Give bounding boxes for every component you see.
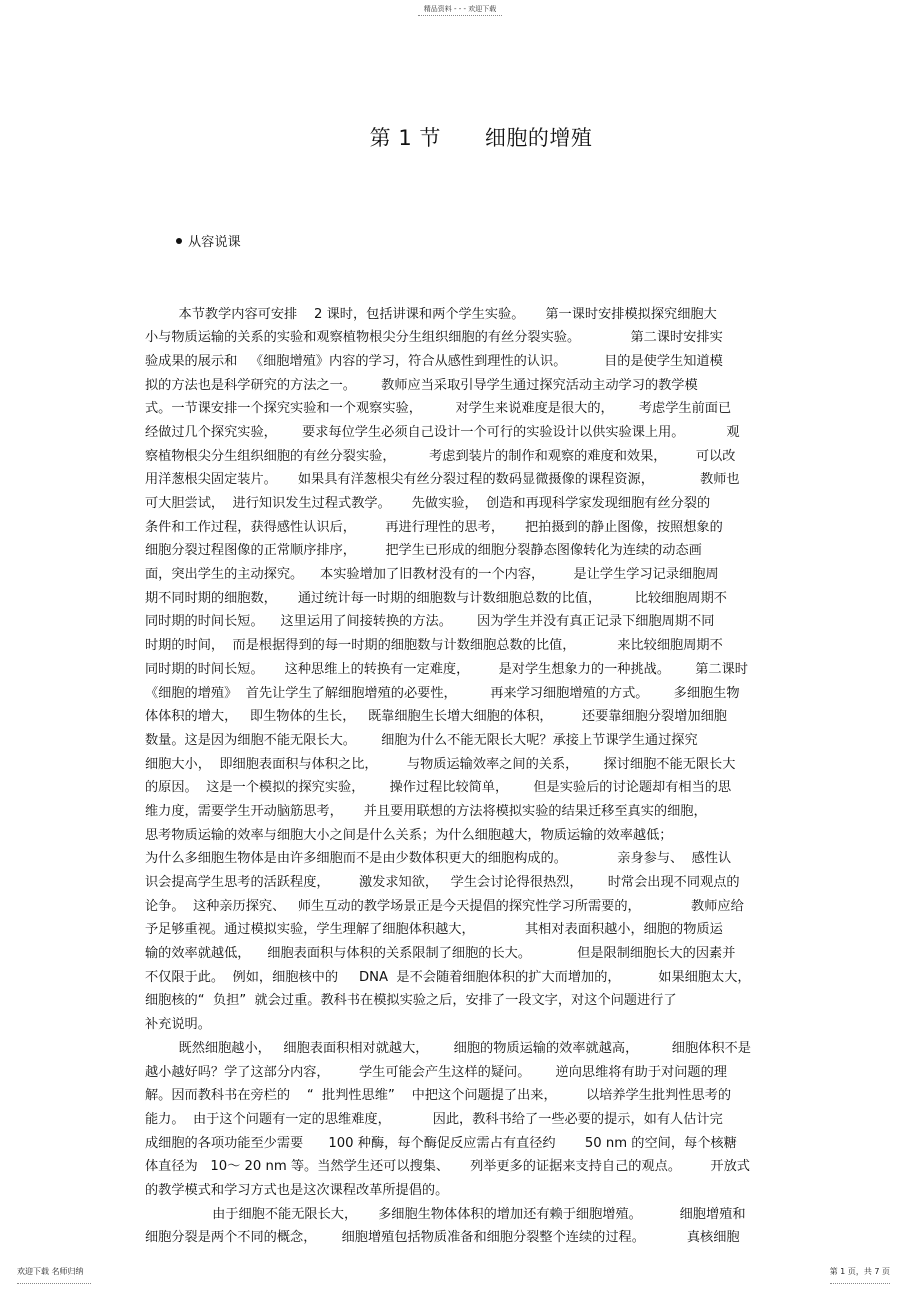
text-line: 不仅限于此。 例如，细胞核中的 DNA 是不会随着细胞体积的扩大而增加的， 如果细胞太大，	[145, 969, 751, 985]
text-line: 可大胆尝试， 进行知识发生过程式教学。 先做实验， 创造和再现科学家发现细胞有丝分裂的	[145, 496, 711, 511]
text-line: 条件和工作过程，获得感性认识后， 再进行理性的思考， 把拍摄到的静止图像，按照想象的	[145, 519, 723, 535]
text-line: 维力度，需要学生开动脑筋思考， 并且要用联想的方法将模拟实验的结果迁移至真实的细胞，	[145, 803, 707, 819]
text-line: 察植物根尖分生组织细胞的有丝分裂实验， 考虑到装片的制作和观察的难度和效果， 可以改	[145, 448, 736, 464]
page-title	[0, 122, 920, 152]
text-line: 的教学模式和学习方式也是这次课程改革所提倡的。	[145, 1182, 449, 1198]
text-line: 《细胞的增殖》 首先让学生了解细胞增殖的必要性， 再来学习细胞增殖的方式。 多细胞生物	[145, 685, 740, 701]
text-line: 思考物质运输的效率与细胞大小之间是什么关系；为什么细胞越大，物质运输的效率越低；	[145, 827, 673, 843]
text-line: 能力。 由于这个问题有一定的思维难度， 因此，教科书给了一些必要的提示，如有人估计完	[145, 1111, 723, 1127]
text-line: 体直径为 10～ 20 nm 等。当然学生还可以搜集、 列举更多的证据来支持自己的观点。 开放式	[145, 1159, 750, 1175]
text-line: 识会提高学生思考的活跃程度， 激发求知欲， 学生会讨论得很热烈， 时常会出现不同观点的	[145, 875, 740, 890]
text-line: 成细胞的各项功能至少需要 100 种酶，每个酶促反应需占有直径约 50 nm 的空间，每个核糖	[145, 1135, 737, 1151]
text-line: 既然细胞越小， 细胞表面积相对就越大， 细胞的物质运输的效率就越高， 细胞体积不是	[145, 1040, 751, 1056]
text-line: 经做过几个探究实验， 要求每位学生必须自己设计一个可行的实验设计以供实验课上用。 观	[145, 424, 740, 440]
page-header-note: 精品资料 - - - 欢迎下载	[423, 5, 497, 13]
text-line: 验成果的展示和 《细胞增殖》内容的学习，符合从感性到理性的认识。 目的是使学生知道模	[145, 353, 723, 369]
footer-left-text: 欢迎下载 名师归纳	[17, 1267, 84, 1276]
text-line: 期不同时期的细胞数， 通过统计每一时期的细胞数与计数细胞总数的比值， 比较细胞周期不	[145, 590, 727, 606]
text-line: 时期的时间， 而是根据得到的每一时期的细胞数与计数细胞总数的比值， 来比较细胞周期不	[145, 638, 723, 654]
text-line: 同时期的时间长短。 这里运用了间接转换的方法。 因为学生并没有真正记录下细胞周期不同	[145, 614, 715, 630]
text-line: 补充说明。	[145, 1017, 211, 1033]
text-line: 细胞分裂过程图像的正常顺序排序， 把学生已形成的细胞分裂静态图像转化为连续的动态画	[145, 543, 702, 559]
footer-page-number: 第 1 页，共 7 页	[829, 1267, 890, 1276]
text-line: 拟的方法也是科学研究的方法之一。 教师应当采取引导学生通过探究活动主动学习的教学模	[145, 377, 698, 393]
text-line: 细胞分裂是两个不同的概念， 细胞增殖包括物质准备和细胞分裂整个连续的过程。 真核细胞	[145, 1230, 740, 1246]
text-line: 解。因而教科书在旁栏的 “ 批判性思维” 中把这个问题提了出来， 以培养学生批判性思考的	[145, 1088, 732, 1104]
text-line: 予足够重视。通过模拟实验，学生理解了细胞体积越大， 其相对表面积越小，细胞的物质运	[145, 922, 723, 938]
section-bullet	[145, 231, 785, 255]
footer-left-dotted-rule	[17, 1283, 91, 1284]
text-line: 面，突出学生的主动探究。 本实验增加了旧教材没有的一个内容， 是让学生学习记录细胞周	[145, 567, 719, 583]
title-name: 细胞的增殖	[484, 126, 593, 150]
section-label: 从容说课	[188, 235, 241, 251]
text-line: 本节教学内容可安排 2 课时，包括讲课和两个学生实验。 第一课时安排模拟探究细胞大	[145, 306, 717, 322]
text-line: 的原因。 这是一个模拟的探究实验， 操作过程比较简单， 但是实验后的讨论题却有相当的思	[145, 780, 732, 796]
text-line: 同时期的时间长短。 这种思维上的转换有一定难度， 是对学生想象力的一种挑战。 第二课时	[145, 661, 748, 677]
bullet-dot-icon	[176, 238, 182, 244]
footer-right-dotted-rule	[830, 1283, 890, 1284]
text-line: 输的效率就越低， 细胞表面积与体积的关系限制了细胞的长大。 但是限制细胞长大的因素并	[145, 946, 736, 962]
header-dotted-rule	[418, 15, 502, 16]
text-line: 细胞核的“ 负担” 就会过重。教科书在模拟实验之后，安排了一段文字，对这个问题进行了	[145, 993, 677, 1009]
text-line: 用洋葱根尖固定装片。 如果具有洋葱根尖有丝分裂过程的数码显微摄像的课程资源， 教师也	[145, 472, 740, 488]
text-line: 体体积的增大， 即生物体的生长， 既靠细胞生长增大细胞的体积， 还要靠细胞分裂增加细胞	[145, 709, 727, 725]
text-line: 数量。这是因为细胞不能无限长大。 细胞为什么不能无限长大呢？承接上节课学生通过探究	[145, 732, 698, 748]
title-chapter: 第 1 节	[369, 126, 441, 150]
text-line: 为什么多细胞生物体是由许多细胞而不是由少数体积更大的细胞构成的。 亲身参与、 感性认	[145, 851, 732, 867]
text-line: 越小越好吗？学了这部分内容， 学生可能会产生这样的疑问。 逆向思维将有助于对问题的理	[145, 1064, 727, 1080]
text-line: 小与物质运输的关系的实验和观察植物根尖分生组织细胞的有丝分裂实验。 第二课时安排实	[145, 330, 723, 346]
text-line: 由于细胞不能无限长大， 多细胞生物体体积的增加还有赖于细胞增殖。 细胞增殖和	[145, 1206, 746, 1222]
paragraph-lines	[145, 303, 785, 1251]
text-line: 细胞大小， 即细胞表面积与体积之比， 与物质运输效率之间的关系， 探讨细胞不能无限长大	[145, 756, 736, 772]
text-line: 论争。 这种亲历探究、 师生互动的教学场景正是今天提倡的探究性学习所需要的， 教师应给	[145, 898, 744, 914]
text-line: 式。一节课安排一个探究实验和一个观察实验， 对学生来说难度是很大的， 考虑学生前面已	[145, 401, 732, 417]
body-text	[145, 184, 785, 1274]
